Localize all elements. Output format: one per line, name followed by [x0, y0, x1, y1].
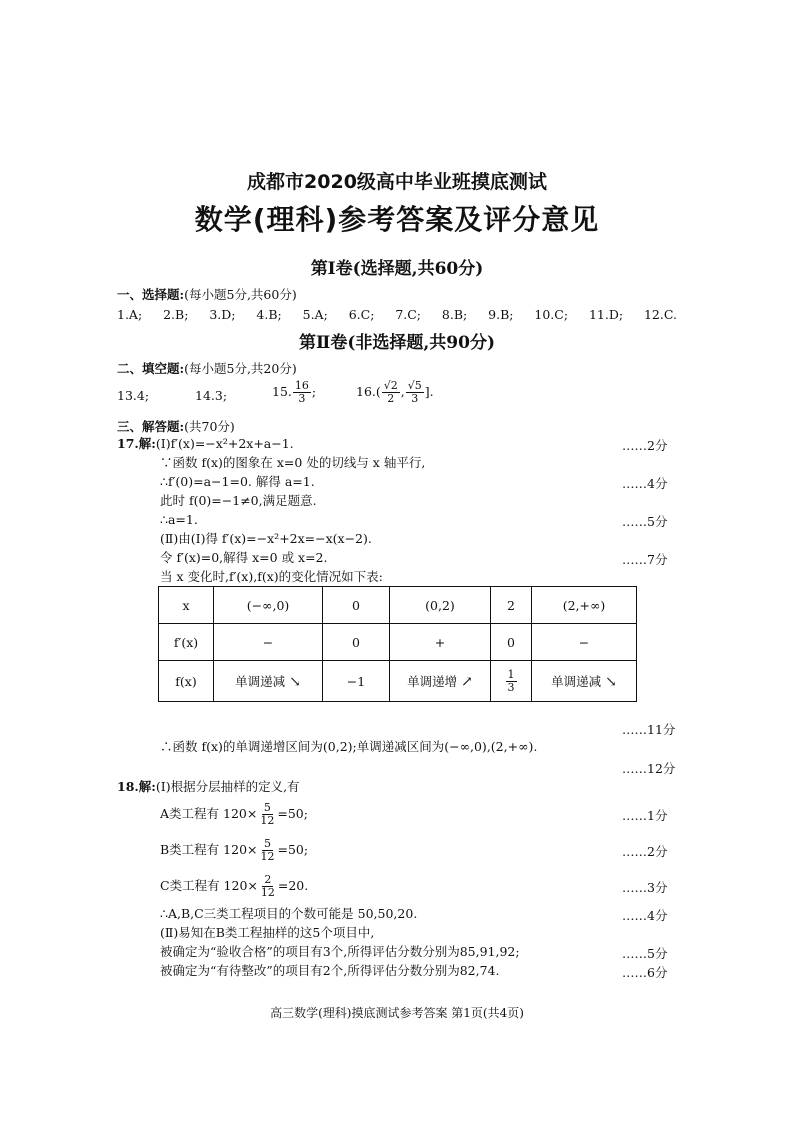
q18-text: (Ⅰ)根据分层抽样的定义,有: [155, 779, 300, 794]
score-mark: ……12分: [622, 761, 676, 776]
answer-item: 9.B;: [488, 307, 514, 322]
numerator: √5: [407, 379, 422, 392]
numerator: 1: [507, 667, 515, 681]
q18-line-1: [117, 779, 300, 795]
answer-item: 1.A;: [117, 307, 143, 322]
document-title: 成都市2020级高中毕业班摸底测试: [247, 171, 547, 193]
table-cell: 0: [323, 624, 390, 661]
denominator: 2: [387, 392, 395, 405]
numerator: √2: [383, 379, 398, 392]
table-cell: +: [390, 624, 491, 661]
answer-item: 3.D;: [209, 307, 236, 322]
q17-line-2: ∵函数 f(x)的图象在 x=0 处的切线与 x 轴平行,: [160, 455, 426, 470]
table-cell: 0: [323, 587, 390, 624]
denominator: 3: [507, 680, 515, 694]
answer-15-prefix: 15.: [272, 384, 292, 399]
table-cell: x: [159, 587, 214, 624]
monotonic-label: 单调递增: [407, 674, 458, 689]
variation-table: [158, 586, 637, 702]
monotonic-label: 单调递减: [551, 674, 602, 689]
class-b-prefix: B类工程有 120×: [160, 842, 258, 857]
table-cell: 2: [491, 587, 532, 624]
q17-line-5: ∴a=1.: [160, 512, 198, 527]
answer-item: 10.C;: [534, 307, 569, 322]
score-mark: ……2分: [622, 844, 668, 859]
class-a-suffix: =50;: [277, 806, 308, 821]
numerator: 2: [264, 872, 272, 886]
score-mark: ……2分: [622, 438, 668, 453]
table-cell: f(x): [159, 661, 214, 702]
fill-answer-16: [356, 380, 434, 405]
q17-line-4: 此时 f(0)=−1≠0,满足题意.: [160, 493, 317, 508]
q17-line-9: ∴函数 f(x)的单调递增区间为(0,2);单调递减区间为(−∞,0),(2,+∞).: [160, 739, 538, 754]
page-footer: 高三数学(理科)摸底测试参考答案 第1页(共4页): [270, 1006, 524, 1020]
answer-item: 11.D;: [588, 307, 624, 322]
answer-item: 4.B;: [256, 307, 282, 322]
score-mark: ……4分: [622, 908, 668, 923]
q18-line-7: 被确定为“验收合格”的项目有3个,所得评估分数分别为85,91,92;: [160, 944, 520, 959]
table-cell: [214, 661, 323, 702]
q18-class-a: [160, 798, 308, 830]
class-c-prefix: C类工程有 120×: [160, 878, 258, 893]
denominator: 12: [260, 813, 275, 827]
q18-class-c: [160, 870, 308, 902]
denominator: 3: [298, 392, 306, 405]
fill-answer-14: 14.3;: [195, 388, 228, 403]
fraction: [259, 838, 277, 863]
table-cell: [532, 661, 637, 702]
fraction: [293, 380, 311, 405]
table-cell: −: [532, 624, 637, 661]
section-two-note: (每小题5分,共20分): [184, 361, 297, 376]
numerator: 5: [263, 800, 271, 814]
score-mark: ……4分: [622, 476, 668, 491]
table-row: [159, 624, 637, 661]
score-mark: ……11分: [622, 722, 676, 737]
section-three-note: (共70分): [184, 419, 235, 434]
answer-16-prefix: 16.(: [356, 384, 381, 399]
part-two-heading: 第Ⅱ卷(非选择题,共90分): [299, 333, 495, 353]
score-mark: ……5分: [622, 946, 668, 961]
arrow-down-right-icon: ↘: [289, 674, 301, 690]
document-subtitle: 数学(理科)参考答案及评分意见: [194, 203, 600, 236]
q17-text: (Ⅰ)f′(x)=−x²+2x+a−1.: [155, 436, 294, 451]
score-mark: ……3分: [622, 880, 668, 895]
section-two-heading: [117, 361, 297, 377]
q18-line-8: 被确定为“有待整改”的项目有2个,所得评估分数分别为82,74.: [160, 963, 500, 978]
answer-16-suffix: ].: [424, 384, 434, 399]
table-cell: (0,2): [390, 587, 491, 624]
denominator: 3: [411, 392, 419, 405]
section-two-label: 二、填空题:: [117, 361, 185, 376]
choice-answers-row: [117, 307, 677, 323]
score-mark: ……6分: [622, 965, 668, 980]
answer-item: 6.C;: [348, 307, 375, 322]
denominator: 12: [260, 849, 275, 863]
fraction: [258, 802, 276, 827]
table-cell: 0: [491, 624, 532, 661]
numerator: 5: [264, 836, 271, 850]
fraction: [259, 874, 277, 899]
score-mark: ……7分: [622, 552, 668, 567]
monotonic-label: 单调递减: [235, 674, 286, 689]
section-one-label: 一、选择题:: [117, 287, 185, 302]
q17-line-7: 令 f′(x)=0,解得 x=0 或 x=2.: [160, 550, 328, 565]
q17-line-1: [117, 436, 294, 452]
table-cell: −: [214, 624, 323, 661]
q17-line-3: ∴f′(0)=a−1=0. 解得 a=1.: [160, 474, 315, 489]
q18-line-6: (Ⅱ)易知在B类工程抽样的这5个项目中,: [160, 925, 375, 940]
denominator: 12: [260, 885, 275, 899]
table-row: [159, 661, 637, 702]
class-c-suffix: =20.: [277, 878, 309, 893]
answer-15-suffix: ;: [311, 384, 317, 399]
arrow-down-right-icon: ↘: [605, 674, 617, 690]
answer-item: 12.C.: [643, 307, 677, 322]
q17-line-8: 当 x 变化时,f′(x),f(x)的变化情况如下表:: [160, 569, 383, 584]
table-cell: [390, 661, 491, 702]
answer-item: 2.B;: [163, 307, 189, 322]
answer-16-comma: ,: [400, 384, 405, 399]
table-cell: −1: [323, 661, 390, 702]
table-row: [159, 587, 637, 624]
fraction: [406, 380, 424, 405]
class-b-suffix: =50;: [277, 842, 309, 857]
q17-line-6: (Ⅱ)由(Ⅰ)得 f′(x)=−x²+2x=−x(x−2).: [160, 531, 372, 546]
part-one-heading: 第Ⅰ卷(选择题,共60分): [310, 259, 484, 279]
q18-class-b: [160, 834, 308, 866]
table-cell: [491, 661, 532, 702]
answer-item: 5.A;: [302, 307, 328, 322]
section-three-heading: [117, 419, 235, 435]
table-cell: (−∞,0): [214, 587, 323, 624]
numerator: 16: [294, 379, 309, 392]
section-three-label: 三、解答题:: [117, 419, 185, 434]
fill-answer-15: [272, 380, 316, 405]
q18-label: 18.解:: [117, 779, 156, 794]
class-a-prefix: A类工程有 120×: [160, 806, 258, 821]
score-mark: ……1分: [622, 808, 668, 823]
q18-line-5: ∴A,B,C三类工程项目的个数可能是 50,50,20.: [160, 906, 418, 921]
fraction: [506, 669, 517, 694]
answer-item: 8.B;: [441, 307, 468, 322]
table-cell: f′(x): [159, 624, 214, 661]
arrow-up-right-icon: ↗: [461, 674, 473, 690]
fill-answer-13: 13.4;: [117, 388, 150, 403]
section-one-note: (每小题5分,共60分): [184, 287, 297, 302]
fraction: [382, 380, 400, 405]
section-one-heading: [117, 287, 297, 303]
answer-item: 7.C;: [395, 307, 422, 322]
q17-label: 17.解:: [117, 436, 156, 451]
table-cell: (2,+∞): [532, 587, 637, 624]
score-mark: ……5分: [622, 514, 668, 529]
